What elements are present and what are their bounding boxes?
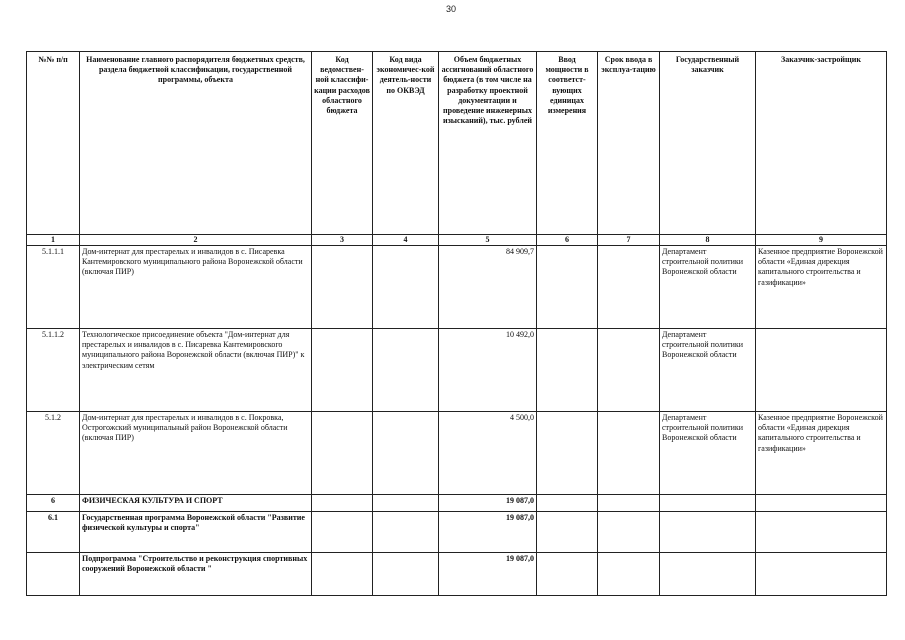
header-cell-name: Наименование главного распорядителя бюджетных средств, раздела бюджетной классификации, государственной программы, объекта bbox=[80, 52, 312, 235]
row-developer: Казенное предприятие Воронежской области «Единая дирекция капитального строительства и газификации» bbox=[756, 412, 887, 495]
row-number bbox=[27, 553, 80, 596]
row-okved bbox=[373, 553, 439, 596]
column-number: 3 bbox=[312, 235, 373, 246]
column-number: 9 bbox=[756, 235, 887, 246]
row-okved bbox=[373, 246, 439, 329]
header-cell-term: Срок ввода в эксплуа-тацию bbox=[598, 52, 660, 235]
row-capacity bbox=[537, 246, 598, 329]
row-number: 6.1 bbox=[27, 512, 80, 553]
table-row bbox=[27, 329, 887, 412]
row-developer bbox=[756, 329, 887, 412]
column-number: 8 bbox=[660, 235, 756, 246]
table-row bbox=[27, 246, 887, 329]
column-number: 5 bbox=[439, 235, 537, 246]
row-customer: Департамент строительной политики Воронежской области bbox=[660, 412, 756, 495]
column-number: 7 bbox=[598, 235, 660, 246]
row-dept-code bbox=[312, 412, 373, 495]
row-amount: 10 492,0 bbox=[439, 329, 537, 412]
row-name: ФИЗИЧЕСКАЯ КУЛЬТУРА И СПОРТ bbox=[80, 495, 312, 512]
row-okved bbox=[373, 512, 439, 553]
column-number-row bbox=[27, 235, 887, 246]
row-capacity bbox=[537, 329, 598, 412]
row-developer: Казенное предприятие Воронежской области «Единая дирекция капитального строительства и газификации» bbox=[756, 246, 887, 329]
table-row bbox=[27, 512, 887, 553]
row-capacity bbox=[537, 495, 598, 512]
row-term bbox=[598, 246, 660, 329]
row-dept-code bbox=[312, 495, 373, 512]
row-amount: 4 500,0 bbox=[439, 412, 537, 495]
row-customer bbox=[660, 495, 756, 512]
row-capacity bbox=[537, 412, 598, 495]
budget-table bbox=[26, 51, 887, 596]
header-cell-capacity: Ввод мощности в соответст-вующих единицах измерения bbox=[537, 52, 598, 235]
row-okved bbox=[373, 412, 439, 495]
row-amount: 19 087,0 bbox=[439, 495, 537, 512]
row-term bbox=[598, 512, 660, 553]
row-customer bbox=[660, 512, 756, 553]
row-name: Дом-интернат для престарелых и инвалидов в с. Писаревка Кантемировского муниципального района Воронежской области (включая ПИР) bbox=[80, 246, 312, 329]
column-number: 2 bbox=[80, 235, 312, 246]
row-capacity bbox=[537, 553, 598, 596]
row-amount: 19 087,0 bbox=[439, 553, 537, 596]
page-number: 30 bbox=[446, 4, 457, 14]
header-cell-amount: Объем бюджетных ассигнований областного бюджета (в том числе на разработку проектной документации и проведение инженерных изысканий), тыс. рублей bbox=[439, 52, 537, 235]
row-term bbox=[598, 329, 660, 412]
row-number: 5.1.1.1 bbox=[27, 246, 80, 329]
row-name: Дом-интернат для престарелых и инвалидов в с. Покровка, Острогожский муниципальный район Воронежской области (включая ПИР) bbox=[80, 412, 312, 495]
row-okved bbox=[373, 329, 439, 412]
row-developer bbox=[756, 553, 887, 596]
column-number: 1 bbox=[27, 235, 80, 246]
row-name: Подпрограмма "Строительство и реконструкция спортивных сооружений Воронежской области " bbox=[80, 553, 312, 596]
row-name: Технологическое присоединение объекта "Дом-интернат для престарелых и инвалидов в с. Писаревка Кантемировского муниципального района Воронежской области (включая ПИР)" к электрическим сетям bbox=[80, 329, 312, 412]
table-row bbox=[27, 553, 887, 596]
table-row bbox=[27, 495, 887, 512]
row-dept-code bbox=[312, 329, 373, 412]
row-customer: Департамент строительной политики Воронежской области bbox=[660, 329, 756, 412]
row-developer bbox=[756, 512, 887, 553]
row-number: 6 bbox=[27, 495, 80, 512]
column-number: 4 bbox=[373, 235, 439, 246]
row-customer bbox=[660, 553, 756, 596]
row-customer: Департамент строительной политики Воронежской области bbox=[660, 246, 756, 329]
row-dept-code bbox=[312, 246, 373, 329]
header-cell-developer: Заказчик-застройщик bbox=[756, 52, 887, 235]
row-term bbox=[598, 553, 660, 596]
row-amount: 19 087,0 bbox=[439, 512, 537, 553]
row-name: Государственная программа Воронежской области "Развитие физической культуры и спорта" bbox=[80, 512, 312, 553]
table-row bbox=[27, 412, 887, 495]
row-term bbox=[598, 412, 660, 495]
column-number: 6 bbox=[537, 235, 598, 246]
row-amount: 84 909,7 bbox=[439, 246, 537, 329]
header-cell-customer: Государственный заказчик bbox=[660, 52, 756, 235]
row-dept-code bbox=[312, 512, 373, 553]
header-cell-num: №№ п/п bbox=[27, 52, 80, 235]
row-capacity bbox=[537, 512, 598, 553]
row-term bbox=[598, 495, 660, 512]
row-developer bbox=[756, 495, 887, 512]
row-number: 5.1.1.2 bbox=[27, 329, 80, 412]
row-number: 5.1.2 bbox=[27, 412, 80, 495]
row-dept-code bbox=[312, 553, 373, 596]
header-cell-dept-code: Код ведомствен-ной классифи-кации расходов областного бюджета bbox=[312, 52, 373, 235]
header-row bbox=[27, 52, 887, 235]
header-cell-okved: Код вида экономичес-кой деятель-ности по ОКВЭД bbox=[373, 52, 439, 235]
row-okved bbox=[373, 495, 439, 512]
